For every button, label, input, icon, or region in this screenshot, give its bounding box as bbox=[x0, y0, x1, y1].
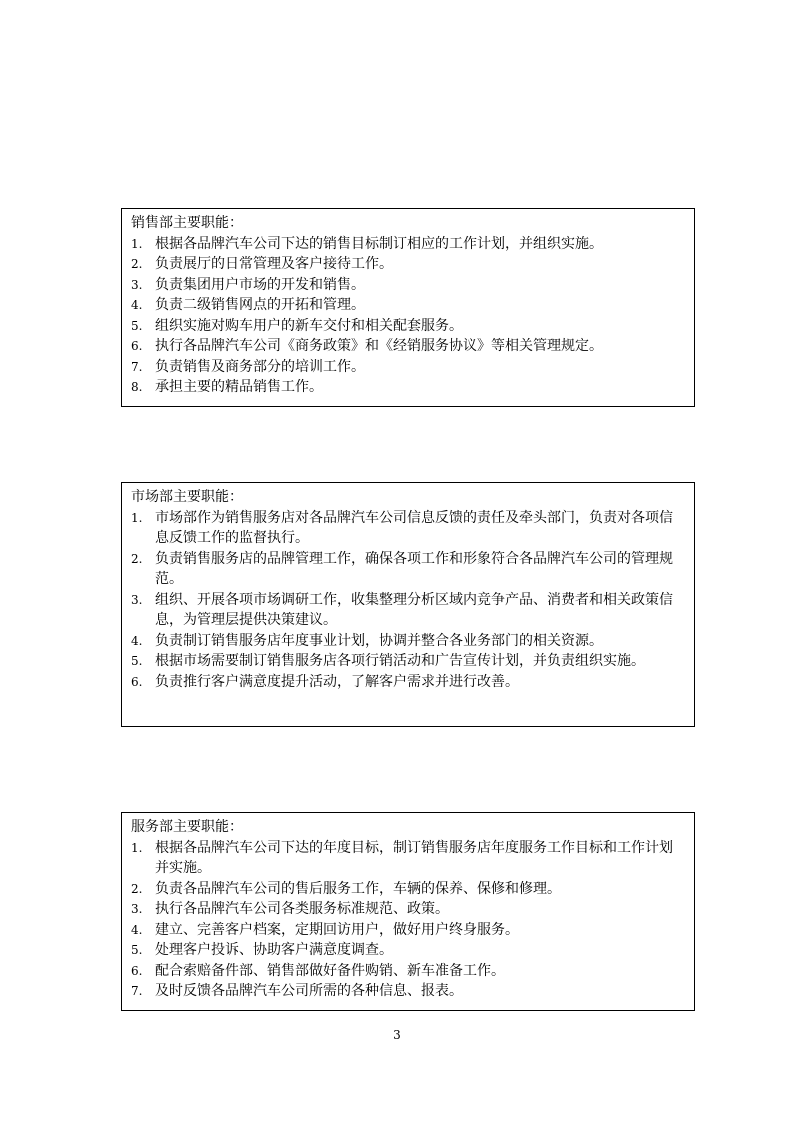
list-item bbox=[131, 254, 686, 275]
list-item bbox=[131, 508, 686, 549]
list-item bbox=[131, 336, 686, 357]
list-item bbox=[131, 879, 686, 900]
service-dept-box bbox=[121, 812, 695, 1011]
list-item-text: 负责销售服务店的品牌管理工作，确保各项工作和形象符合各品牌汽车公司的管理规范。 bbox=[155, 550, 673, 587]
list-item-text: 负责销售及商务部分的培训工作。 bbox=[155, 358, 365, 375]
list-item bbox=[131, 672, 686, 693]
list-item-number: 4 . bbox=[131, 295, 142, 316]
list-item-number: 2 . bbox=[131, 254, 142, 275]
list-item-text: 负责集团用户市场的开发和销售。 bbox=[155, 276, 365, 293]
list-item-text: 根据市场需要制订销售服务店各项行销活动和广告宣传计划，并负责组织实施。 bbox=[155, 653, 645, 669]
list-item-text: 负责制订销售服务店年度事业计划，协调并整合各业务部门的相关资源。 bbox=[155, 632, 603, 649]
list-item bbox=[131, 549, 686, 590]
list-item bbox=[131, 316, 686, 337]
list-item-text: 负责展厅的日常管理及客户接待工作。 bbox=[155, 256, 393, 272]
list-item-text: 执行各品牌汽车公司各类服务标准规范、政策。 bbox=[155, 901, 449, 917]
list-item bbox=[131, 899, 686, 920]
list-item-number: 6 . bbox=[131, 336, 142, 357]
list-item-text: 承担主要的精品销售工作。 bbox=[155, 379, 323, 395]
list-item-number: 3 . bbox=[131, 590, 142, 611]
list-item-number: 6 . bbox=[131, 672, 142, 693]
market-dept-title: 市场部主要职能： bbox=[131, 489, 243, 505]
page-number: 3 bbox=[393, 1028, 401, 1042]
list-item-number: 7 . bbox=[131, 981, 142, 1002]
list-item-number: 5 . bbox=[131, 316, 142, 337]
market-dept-box bbox=[121, 482, 695, 727]
list-item bbox=[131, 275, 686, 296]
list-item-number: 8 . bbox=[131, 377, 142, 398]
list-item-text: 组织、开展各项市场调研工作，收集整理分析区域内竞争产品、消费者和相关政策信息，为管理层提供决策建议。 bbox=[155, 591, 673, 628]
list-item-number: 4 . bbox=[131, 920, 142, 941]
market-dept-list bbox=[131, 508, 686, 693]
sales-dept-list bbox=[131, 234, 686, 398]
list-item-text: 建立、完善客户档案，定期回访用户，做好用户终身服务。 bbox=[155, 921, 519, 938]
list-item-number: 3 . bbox=[131, 275, 142, 296]
list-item-text: 配合索赔备件部、销售部做好备件购销、新车准备工作。 bbox=[155, 962, 505, 979]
list-item-number: 2 . bbox=[131, 879, 142, 900]
list-item bbox=[131, 357, 686, 378]
list-item bbox=[131, 651, 686, 672]
list-item-text: 负责各品牌汽车公司的售后服务工作，车辆的保养、保修和修理。 bbox=[155, 880, 561, 897]
list-item-number: 7 . bbox=[131, 357, 142, 378]
list-item-text: 处理客户投诉、协助客户满意度调查。 bbox=[155, 942, 393, 958]
sales-dept-box bbox=[121, 208, 695, 407]
list-item bbox=[131, 234, 686, 255]
list-item-number: 1 . bbox=[131, 838, 142, 859]
list-item bbox=[131, 940, 686, 961]
list-item-text: 市场部作为销售服务店对各品牌汽车公司信息反馈的责任及牵头部门，负责对各项信息反馈工作的监督执行。 bbox=[155, 509, 673, 546]
list-item bbox=[131, 377, 686, 398]
service-dept-list bbox=[131, 838, 686, 1002]
list-item-number: 5 . bbox=[131, 651, 142, 672]
list-item-text: 负责二级销售网点的开拓和管理。 bbox=[155, 297, 365, 313]
list-item-text: 及时反馈各品牌汽车公司所需的各种信息、报表。 bbox=[155, 983, 463, 999]
list-item-number: 4 . bbox=[131, 631, 142, 652]
list-item-text: 负责推行客户满意度提升活动，了解客户需求并进行改善。 bbox=[155, 673, 519, 690]
list-item bbox=[131, 920, 686, 941]
list-item-text: 执行各品牌汽车公司《商务政策》和《经销服务协议》等相关管理规定。 bbox=[155, 338, 603, 354]
list-item-number: 1 . bbox=[131, 234, 142, 255]
list-item-number: 6 . bbox=[131, 961, 142, 982]
service-dept-title: 服务部主要职能： bbox=[131, 819, 243, 835]
list-item-text: 根据各品牌汽车公司下达的销售目标制订相应的工作计划，并组织实施。 bbox=[155, 235, 603, 252]
list-item bbox=[131, 295, 686, 316]
list-item-text: 组织实施对购车用户的新车交付和相关配套服务。 bbox=[155, 317, 463, 334]
list-item bbox=[131, 961, 686, 982]
list-item bbox=[131, 590, 686, 631]
list-item bbox=[131, 981, 686, 1002]
sales-dept-title: 销售部主要职能： bbox=[131, 215, 243, 231]
list-item-number: 3 . bbox=[131, 899, 142, 920]
list-item-number: 5 . bbox=[131, 940, 142, 961]
list-item-number: 1 . bbox=[131, 508, 142, 529]
list-item bbox=[131, 631, 686, 652]
list-item-text: 根据各品牌汽车公司下达的年度目标，制订销售服务店年度服务工作目标和工作计划并实施。 bbox=[155, 839, 673, 876]
list-item bbox=[131, 838, 686, 879]
list-item-number: 2 . bbox=[131, 549, 142, 570]
